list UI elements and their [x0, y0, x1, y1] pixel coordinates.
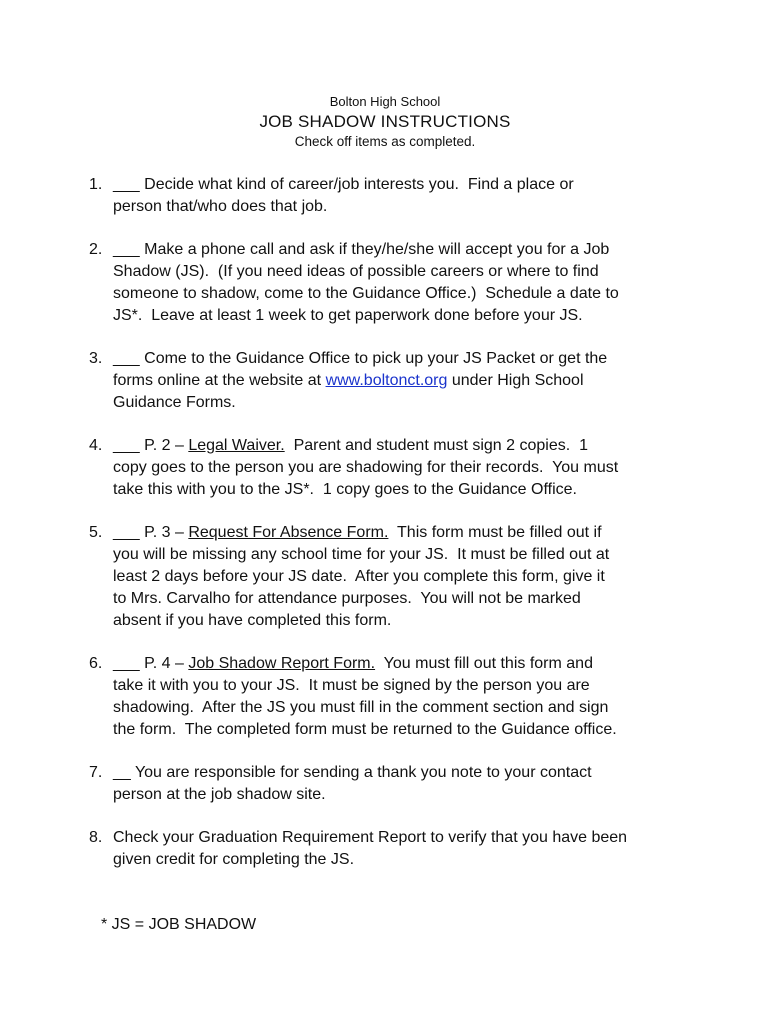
item-line: least 2 days before your JS date. After you complete this form, give it [113, 568, 605, 585]
document-subtitle: Check off items as completed. [294, 134, 476, 149]
item-line-segment: You must fill out this form and [375, 655, 593, 672]
website-link[interactable]: www.boltonct.org [325, 372, 448, 389]
item-line: take it with you to your JS. It must be signed by the person you are [113, 677, 590, 694]
list-item [89, 522, 689, 632]
form-name-underlined: Job Shadow Report Form. [188, 655, 376, 672]
item-line [113, 522, 689, 544]
item-text [113, 435, 689, 501]
list-item [89, 174, 689, 218]
list-item [89, 762, 689, 806]
item-line [113, 370, 689, 392]
item-line: someone to shadow, come to the Guidance Office.) Schedule a date to [113, 285, 619, 302]
list-item [89, 435, 689, 501]
item-line: copy goes to the person you are shadowing for their records. You must [113, 459, 619, 476]
item-line: the form. The completed form must be returned to the Guidance office. [113, 721, 617, 738]
item-line: you will be missing any school time for your JS. It must be filled out at [113, 546, 610, 563]
item-line-segment: Parent and student must sign 2 copies. 1 [284, 437, 588, 454]
item-line-segment: under High School [447, 372, 584, 389]
item-line: Guidance Forms. [113, 394, 236, 411]
item-text [113, 522, 689, 632]
item-line: Check your Graduation Requirement Report to verify that you have been [113, 829, 628, 846]
item-line: __ You are responsible for sending a thank you note to your contact [113, 764, 592, 781]
item-number: 7. [89, 764, 103, 781]
item-line: given credit for completing the JS. [113, 851, 355, 868]
item-number: 3. [89, 350, 103, 367]
item-line: ___ Come to the Guidance Office to pick up your JS Packet or get the [113, 350, 608, 367]
instruction-list [89, 174, 689, 892]
form-name-underlined: Request For Absence Form. [188, 524, 389, 541]
item-line: take this with you to the JS*. 1 copy goes to the Guidance Office. [113, 481, 577, 498]
item-line: JS*. Leave at least 1 week to get paperwork done before your JS. [113, 307, 583, 324]
item-text [113, 239, 689, 327]
item-number: 8. [89, 829, 103, 846]
item-line-segment: forms online at the website at [113, 372, 326, 389]
list-item [89, 348, 689, 414]
item-line: to Mrs. Carvalho for attendance purposes. You will not be marked [113, 590, 581, 607]
item-line-segment: This form must be filled out if [388, 524, 602, 541]
item-text [113, 653, 689, 741]
item-text [113, 827, 689, 871]
item-line: person at the job shadow site. [113, 786, 326, 803]
list-item [89, 239, 689, 327]
item-line: absent if you have completed this form. [113, 612, 392, 629]
list-item [89, 827, 689, 871]
item-line: Shadow (JS). (If you need ideas of possible careers or where to find [113, 263, 599, 280]
item-line [113, 435, 689, 457]
item-number: 6. [89, 655, 103, 672]
form-name-underlined: Legal Waiver. [188, 437, 285, 454]
item-line-segment: ___ P. 2 – [113, 437, 189, 454]
item-line: ___ Make a phone call and ask if they/he/she will accept you for a Job [113, 241, 610, 258]
item-number: 1. [89, 176, 103, 193]
item-line-segment: ___ P. 3 – [113, 524, 189, 541]
item-number: 2. [89, 241, 103, 258]
footnote: * JS = JOB SHADOW [101, 916, 257, 933]
item-text [113, 174, 689, 218]
item-line: shadowing. After the JS you must fill in the comment section and sign [113, 699, 609, 716]
item-line: person that/who does that job. [113, 198, 328, 215]
item-text [113, 762, 689, 806]
list-item [89, 653, 689, 741]
document-title: JOB SHADOW INSTRUCTIONS [259, 112, 511, 131]
school-name: Bolton High School [329, 94, 441, 109]
item-text [113, 348, 689, 414]
item-number: 5. [89, 524, 103, 541]
item-number: 4. [89, 437, 103, 454]
item-line [113, 653, 689, 675]
item-line: ___ Decide what kind of career/job interests you. Find a place or [113, 176, 574, 193]
item-line-segment: ___ P. 4 – [113, 655, 189, 672]
